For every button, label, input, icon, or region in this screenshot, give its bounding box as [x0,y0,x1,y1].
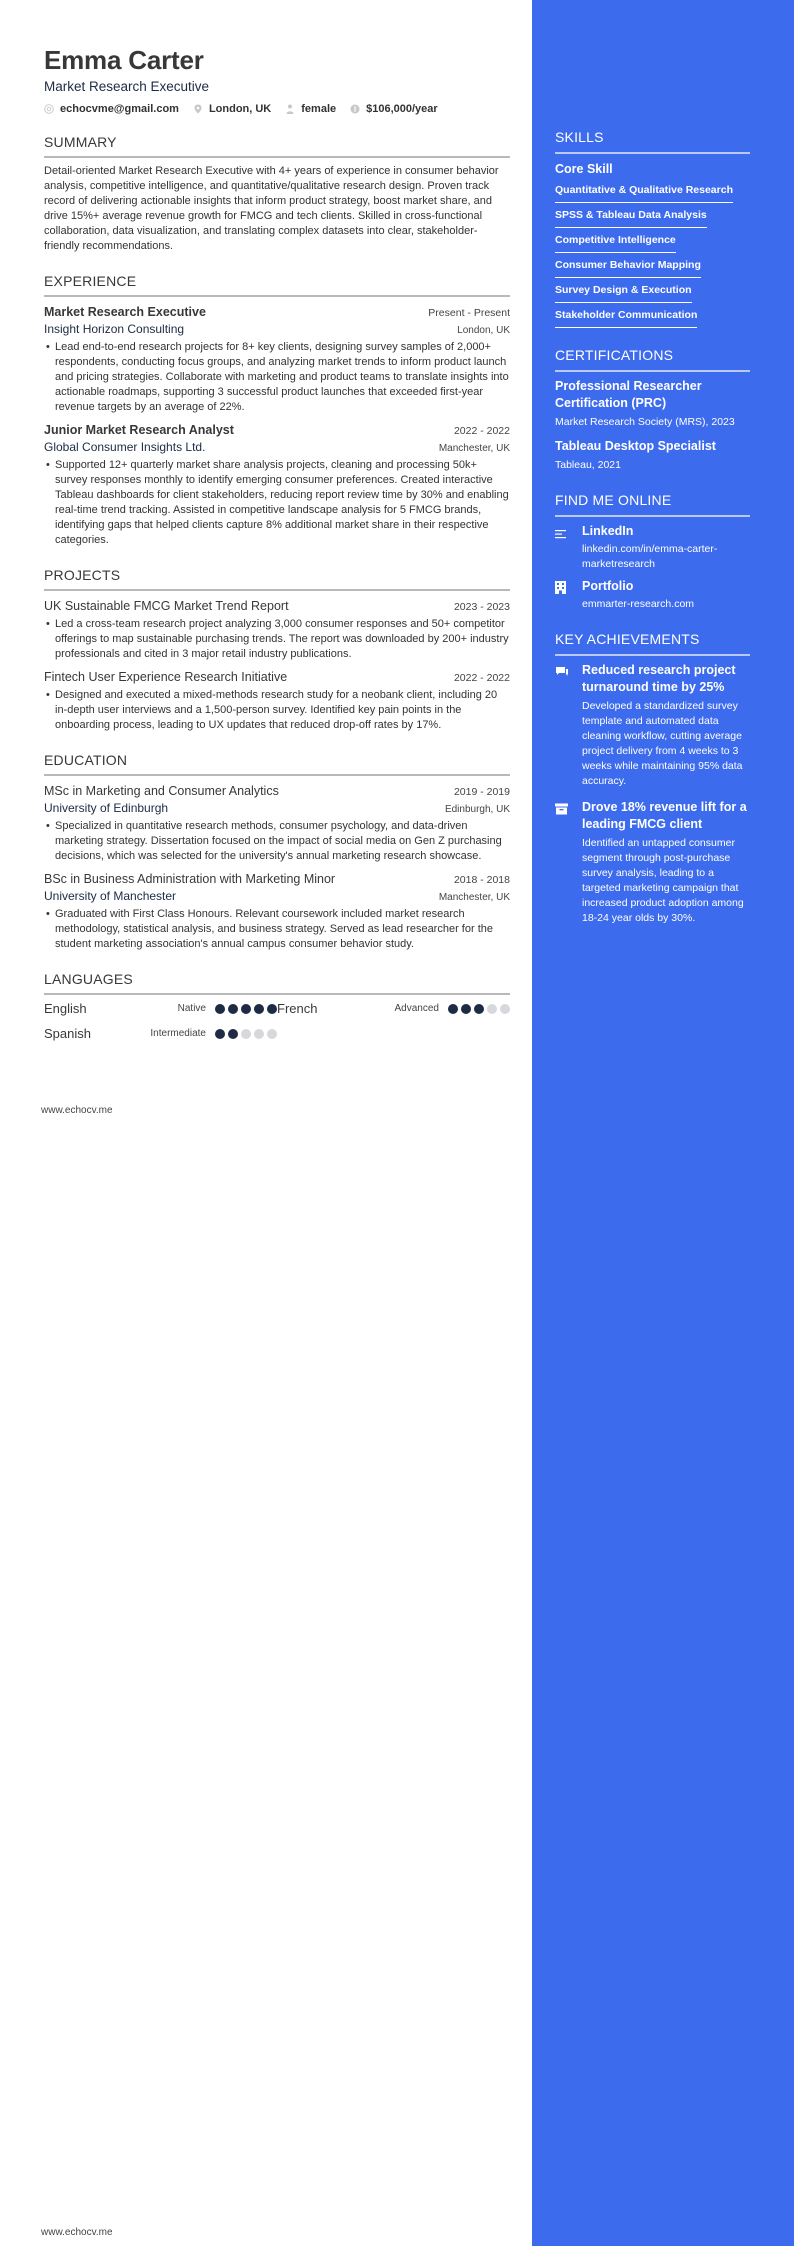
archive-icon [555,803,568,815]
portfolio-link[interactable]: Portfolio emmarter-research.com [555,578,750,612]
location-pin-icon [193,104,203,114]
linkedin-link[interactable]: LinkedIn linkedin.com/in/emma-carter-marketresearch [555,523,750,572]
language-item: Spanish Intermediate [44,1026,277,1041]
degree-title: MSc in Marketing and Consumer Analytics [44,784,279,798]
bullet-item: • Specialized in quantitative research methods, consumer psychology, and data-driven marketing strategy. Dissertation focused on the impact of social media on Gen Z purchasing decisions, which was selected for the university's annual marketing research showcase. [46,820,502,862]
bullet-item: • Graduated with First Class Honours. Relevant coursework included market research methodology, statistical analysis, and business strategy. Served as lead researcher for the student marketing association's annual campus consumer behavior study. [46,908,493,950]
achievement-item: Reduced research project turnaround time by 25% Developed a standardized survey template and automated data cleaning workflow, cutting average project delivery from 4 weeks to 3 weeks while maintaining 95% data accuracy. [555,662,750,789]
section-title: CERTIFICATIONS [555,347,674,363]
divider [555,370,750,372]
skill-item: SPSS & Tableau Data Analysis [555,209,707,228]
section-title: EXPERIENCE [44,273,137,289]
education-entry [44,782,510,864]
section-title: SUMMARY [44,134,117,150]
divider [44,774,510,776]
location: Manchester, UK [438,892,510,903]
money-icon [350,104,360,114]
section-title: KEY ACHIEVEMENTS [555,631,700,647]
divider [44,156,510,158]
language-item: English Native [44,1001,277,1016]
contact-email[interactable]: echocvme@gmail.com [44,103,179,115]
footer-link[interactable]: www.echocv.me [41,2227,113,2238]
proficiency-dots [212,1029,277,1039]
at-icon [44,104,54,114]
job-title: Market Research Executive [44,79,210,94]
bullet-item: • Led a cross-team research project analyzing 3,000 consumer responses and 50+ competitor offerings to map sustainable purchasing trends. The report was downloaded by 200+ industry professionals and cited in 3 major retail industry publications. [46,618,509,660]
language-item: French Advanced [277,1001,510,1016]
contact-row [44,103,510,115]
skill-group-title: Core Skill [555,162,613,176]
contact-gender: female [285,103,336,115]
projects-section [44,566,510,733]
date-range: Present - Present [428,307,510,319]
header [44,44,510,115]
skill-item: Stakeholder Communication [555,309,697,328]
project-title: Fintech User Experience Research Initiative [44,670,288,684]
contact-location: London, UK [193,103,271,115]
location: Edinburgh, UK [444,804,510,815]
experience-entry [44,421,510,548]
achievements-section [555,630,750,926]
linkedin-icon [555,529,567,539]
education-section [44,751,510,952]
location: Manchester, UK [438,443,510,454]
school-name: University of Manchester [44,889,177,903]
date-range: 2022 - 2022 [453,425,510,437]
project-entry [44,597,510,662]
position-title: Junior Market Research Analyst [44,423,234,437]
company-name: Global Consumer Insights Ltd. [44,440,206,454]
date-range: 2018 - 2018 [453,874,510,886]
section-title: PROJECTS [44,567,121,583]
experience-entry [44,303,510,415]
footer-link[interactable]: www.echocv.me [41,1105,113,1116]
person-icon [285,104,295,114]
section-title: LANGUAGES [44,971,133,987]
certifications-section [555,346,750,473]
date-range: 2019 - 2019 [453,786,510,798]
proficiency-dots [445,1004,510,1014]
project-entry [44,668,510,733]
certification-item: Professional Researcher Certification (PRC) Market Research Society (MRS), 2023 [555,379,735,428]
bullet-item: • Lead end-to-end research projects for 8+ key clients, designing survey samples of 2,000+ respondents, conducting focus groups, and analyzing market trends to inform product launch and pricing strategies. Collaborate with marketing and product teams to translate insights into actionable roadmaps, supporting 3 successful product launches that exceeded first-year revenue targets by an average of 22%. [46,341,509,413]
divider [44,589,510,591]
school-name: University of Edinburgh [44,801,169,815]
section-title: SKILLS [555,129,604,145]
divider [44,993,510,995]
location: London, UK [457,325,510,336]
bullet-item: • Supported 12+ quarterly market share analysis projects, cleaning and processing 50k+ survey responses monthly to identify emerging consumer preferences. Created interactive Tableau dashboards for client stakeholders, reducing report review time by 30% and enabling real-time trend tracking. Assisted in competitive landscape analysis for 5 FMCG brands, identifying gaps that helped clients capture 8% additional market share in their respective categories. [46,459,509,546]
skill-item: Quantitative & Qualitative Research [555,184,733,203]
experience-section [44,272,510,548]
skill-item: Survey Design & Execution [555,284,692,303]
online-section [555,491,750,612]
divider [555,654,750,656]
summary-section [44,133,510,254]
degree-title: BSc in Business Administration with Marketing Minor [44,872,336,886]
position-title: Market Research Executive [44,305,206,319]
summary-text: Detail-oriented Market Research Executive with 4+ years of experience in consumer behavior analysis, competitive intelligence, and quantitative/qualitative research design. Proven track record of delivering actionable insights that inform product strategy, boost market share, and drive 15%+ average revenue growth for FMCG and tech clients. Skilled in cross-functional collaboration, data visualization, and translating complex datasets into clear, stakeholder-friendly recommendations. [44,165,499,252]
date-range: 2022 - 2022 [453,672,510,684]
divider [555,152,750,154]
chat-icon [555,666,569,678]
divider [44,295,510,297]
proficiency-dots [212,1004,277,1014]
section-title: FIND ME ONLINE [555,492,672,508]
candidate-name: Emma Carter [44,45,204,75]
contact-salary: $106,000/year [350,103,438,115]
skill-item: Consumer Behavior Mapping [555,259,701,278]
main-column [44,44,510,1041]
portfolio-icon [555,581,566,594]
project-title: UK Sustainable FMCG Market Trend Report [44,599,289,613]
skills-section [555,128,750,328]
section-title: EDUCATION [44,752,128,768]
divider [555,515,750,517]
languages-section [44,970,510,1041]
language-list [44,1001,510,1041]
achievement-item: Drove 18% revenue lift for a leading FMCG client Identified an untapped consumer segment through post-purchase survey analysis, leading to a targeted marketing campaign that increased product adoption among 18-24 year olds by 30%. [555,799,750,926]
skill-item: Competitive Intelligence [555,234,676,253]
sidebar [555,128,750,944]
date-range: 2023 - 2023 [453,601,510,613]
bullet-item: • Designed and executed a mixed-methods research study for a neobank client, including 20 in-depth user interviews and a 1,500-person survey. Identified key pain points in the onboarding process, leading to UX updates that reduced drop-off rates by 17%. [46,689,498,731]
education-entry [44,870,510,952]
company-name: Insight Horizon Consulting [44,322,185,336]
certification-item: Tableau Desktop Specialist Tableau, 2021 [555,439,716,471]
